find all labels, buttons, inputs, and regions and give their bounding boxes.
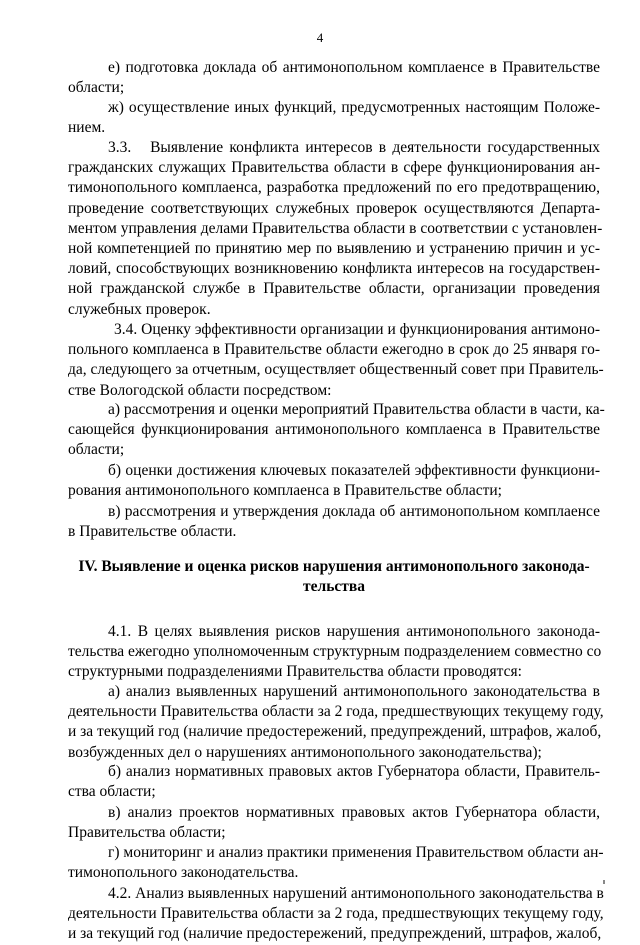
list-item-4-1-b [68,762,600,802]
heading-line: IV. Выявление и оценка рисков нарушения антимонопольного законода- [78,558,590,575]
text-line: структурными подразделениями Правительства области проводятся: [68,663,522,681]
text-line: служебных проверок. [68,300,211,318]
text-line: б) анализ нормативных правовых актов Губернатора области, Правитель- [108,763,600,780]
text-line: ной гражданской службе в Правительстве области, организации проведения [68,280,600,298]
text-line: Правительства области; [68,824,226,842]
list-item-3-4-a [68,400,605,461]
text-line: гражданских служащих Правительства области в сфере функционирования ан- [68,159,600,177]
text-line: тельства ежегодно уполномоченным структурным подразделением совместно со [68,643,602,661]
list-item-3-4-b [68,461,600,501]
text-line: деятельности Правительства области за 2 года, предшествующих текущему году, [68,905,604,923]
heading-line: тельства [303,578,365,595]
list-item-e [68,58,600,98]
text-line: ментом управления делами Правительства области в соответствии с установлен- [68,219,603,237]
text-line: проведение соответствующих служебных проверок осуществляются Департа- [68,199,600,217]
text-line: в) рассмотрения и утверждения доклада об антимонопольном комплаенсе [108,503,600,520]
list-item-4-1-a [68,682,604,763]
text-line: рования антимонопольного комплаенса в Правительстве области; [68,482,502,500]
paragraph-3-4 [68,320,604,401]
text-line: г) мониторинг и анализ практики применения Правительством области ан- [108,844,604,861]
text-line: тимонопольного законодательства. [68,864,299,882]
text-line: нием. [68,119,106,137]
text-line: деятельности Правительства области за 2 года, предшествующих текущему году, [68,703,604,721]
text-line: 3.3. Выявление конфликта интересов в деятельности государственных [108,139,600,156]
page-number: 4 [316,30,324,45]
list-item-zh [68,98,600,138]
text-line: 3.4. Оценку эффективности организации и функционирования антимоно- [114,321,600,338]
paragraph-3-3 [68,138,603,320]
text-line: области; [68,441,125,459]
text-line: ной компетенцией по принятию мер по выявлению и устранению причин и ус- [68,239,600,257]
text-line: б) оценки достижения ключевых показателей эффективности функциони- [108,462,600,479]
text-line: а) анализ выявленных нарушений антимонопольного законодательства в [108,683,600,700]
text-line: ства области; [68,783,156,801]
text-line: польного комплаенса в Правительстве области ежегодно в срок до 25 января го- [68,341,600,359]
text-line: 4.1. В целях выявления рисков нарушения антимонопольного законода- [108,623,600,640]
list-item-3-4-v [68,502,600,542]
text-line: ж) осуществление иных функций, предусмотренных настоящим Положе- [108,99,600,116]
text-line: ловий, способствующих возникновению конфликта интересов на государствен- [68,260,600,278]
list-item-4-1-g [68,843,604,883]
text-line: е) подготовка доклада об антимонопольном комплаенсе в Правительстве [108,59,600,76]
text-line: в) анализ проектов нормативных правовых актов Губернатора области, [108,804,600,821]
scan-mark [603,880,605,884]
paragraph-4-2 [68,884,604,945]
text-line: и за текущий год (наличие предостережений, предупреждений, штрафов, жалоб, [68,925,602,943]
text-line: а) рассмотрения и оценки мероприятий Правительства области в части, ка- [108,401,605,418]
text-line: и за текущий год (наличие предостережений, предупреждений, штрафов, жалоб, [68,723,602,741]
paragraph-4-1 [68,622,600,683]
list-item-4-1-v [68,803,600,843]
text-line: да, следующего за отчетным, осуществляет общественный совет при Правитель- [68,361,604,379]
text-line: стве Вологодской области посредством: [68,381,332,399]
text-line: области; [68,79,125,97]
text-line: 4.2. Анализ выявленных нарушений антимонопольного законодательства в [108,885,604,902]
text-line: возбужденных дел о нарушениях антимонопольного законодательства); [68,743,542,761]
text-line: тимонопольного комплаенса, разработка предложений по его предотвращению, [68,179,600,197]
section-heading [68,557,600,597]
text-line: в Правительстве области. [68,523,237,541]
text-line: сающейся функционирования антимонопольного комплаенса в Правительстве [68,421,600,439]
